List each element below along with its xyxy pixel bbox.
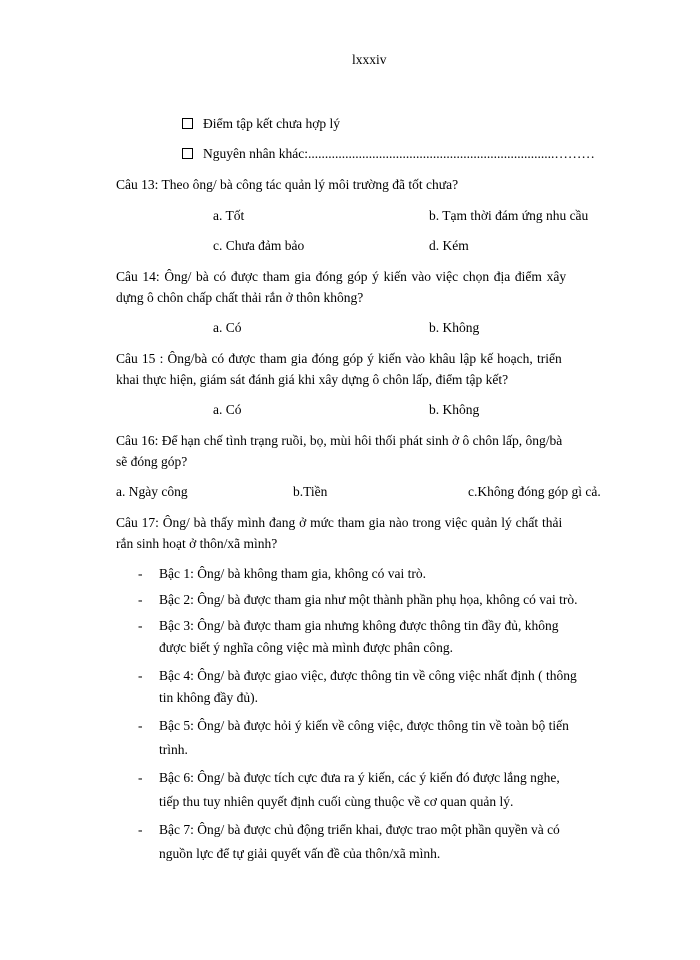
q17-level-5-line2: trình. [159, 742, 188, 757]
q13-option-a: a. Tốt [213, 208, 245, 223]
list-bullet: - [138, 718, 143, 733]
list-bullet: - [138, 770, 143, 785]
list-bullet: - [138, 566, 143, 581]
q13-option-c: c. Chưa đảm bảo [213, 238, 305, 253]
checkbox-icon [182, 118, 193, 129]
q16-option-a: a. Ngày công [116, 484, 188, 499]
q17-level-2: Bậc 2: Ông/ bà được tham gia như một thành phần phụ họa, không có vai trò. [159, 592, 578, 607]
q17-level-5-line1: Bậc 5: Ông/ bà được hỏi ý kiến về công việc, được thông tin về toàn bộ tiến [159, 718, 569, 733]
q16-question-line1: Câu 16: Để hạn chế tình trạng ruồi, bọ, mùi hôi thối phát sinh ở ô chôn lấp, ông/bà [116, 433, 563, 448]
list-bullet: - [138, 592, 143, 607]
q13-option-b: b. Tạm thời đám ứng nhu cầu [429, 208, 589, 223]
checkbox-item-label: Điểm tập kết chưa hợp lý [203, 116, 341, 131]
checkbox-icon [182, 148, 193, 159]
q16-option-c: c.Không đóng góp gì cả. [468, 484, 601, 499]
q17-question-line2: rắn sinh hoạt ở thôn/xã mình? [116, 536, 278, 551]
q13-question: Câu 13: Theo ông/ bà công tác quản lý môi trường đã tốt chưa? [116, 177, 459, 192]
q17-level-7-line2: nguồn lực để tự giải quyết vấn đề của thôn/xã mình. [159, 846, 441, 861]
q16-question-line2: sẽ đóng góp? [116, 454, 188, 469]
q17-level-4-line2: tin không đầy đủ). [159, 690, 258, 705]
q17-level-1: Bậc 1: Ông/ bà không tham gia, không có vai trò. [159, 566, 426, 581]
page-number: lxxxiv [352, 52, 387, 67]
q14-option-b: b. Không [429, 320, 480, 335]
q13-option-d: d. Kém [429, 238, 469, 253]
q17-level-3-line1: Bậc 3: Ông/ bà được tham gia nhưng không được thông tin đầy đủ, không [159, 618, 559, 633]
q15-option-a: a. Có [213, 402, 242, 417]
q14-question-line1: Câu 14: Ông/ bà có được tham gia đóng góp ý kiến vào việc chọn địa điểm xây [116, 269, 567, 284]
checkbox-item-2 [182, 146, 595, 162]
q15-option-b: b. Không [429, 402, 480, 417]
q17-level-3-line2: được biết ý nghĩa công việc mà mình được phân công. [159, 640, 453, 655]
q16-option-b: b.Tiền [293, 484, 328, 499]
checkbox-item-label: Nguyên nhân khác:.........................................................................……… [203, 146, 595, 161]
q17-level-6-line2: tiếp thu tuy nhiên quyết định cuối cùng thuộc về cơ quan quản lý. [159, 794, 514, 809]
q17-question-line1: Câu 17: Ông/ bà thấy mình đang ở mức tham gia nào trong việc quản lý chất thải [116, 515, 563, 530]
q14-option-a: a. Có [213, 320, 242, 335]
q15-question-line1: Câu 15 : Ông/bà có được tham gia đóng góp ý kiến vào khâu lập kế hoạch, triển [116, 351, 562, 366]
list-bullet: - [138, 618, 143, 633]
q17-level-4-line1: Bậc 4: Ông/ bà được giao việc, được thông tin về công việc nhất định ( thông [159, 668, 577, 683]
list-bullet: - [138, 668, 143, 683]
q17-level-6-line1: Bậc 6: Ông/ bà được tích cực đưa ra ý kiến, các ý kiến đó được lắng nghe, [159, 770, 560, 785]
q17-level-7-line1: Bậc 7: Ông/ bà được chủ động triển khai, được trao một phần quyền và có [159, 822, 560, 837]
list-bullet: - [138, 822, 143, 837]
q15-question-line2: khai thực hiện, giám sát đánh giá khi xây dựng ô chôn lấp, điểm tập kết? [116, 372, 509, 387]
q14-question-line2: dựng ô chôn chấp chất thải rắn ở thôn không? [116, 290, 364, 305]
checkbox-item-1 [182, 116, 340, 132]
